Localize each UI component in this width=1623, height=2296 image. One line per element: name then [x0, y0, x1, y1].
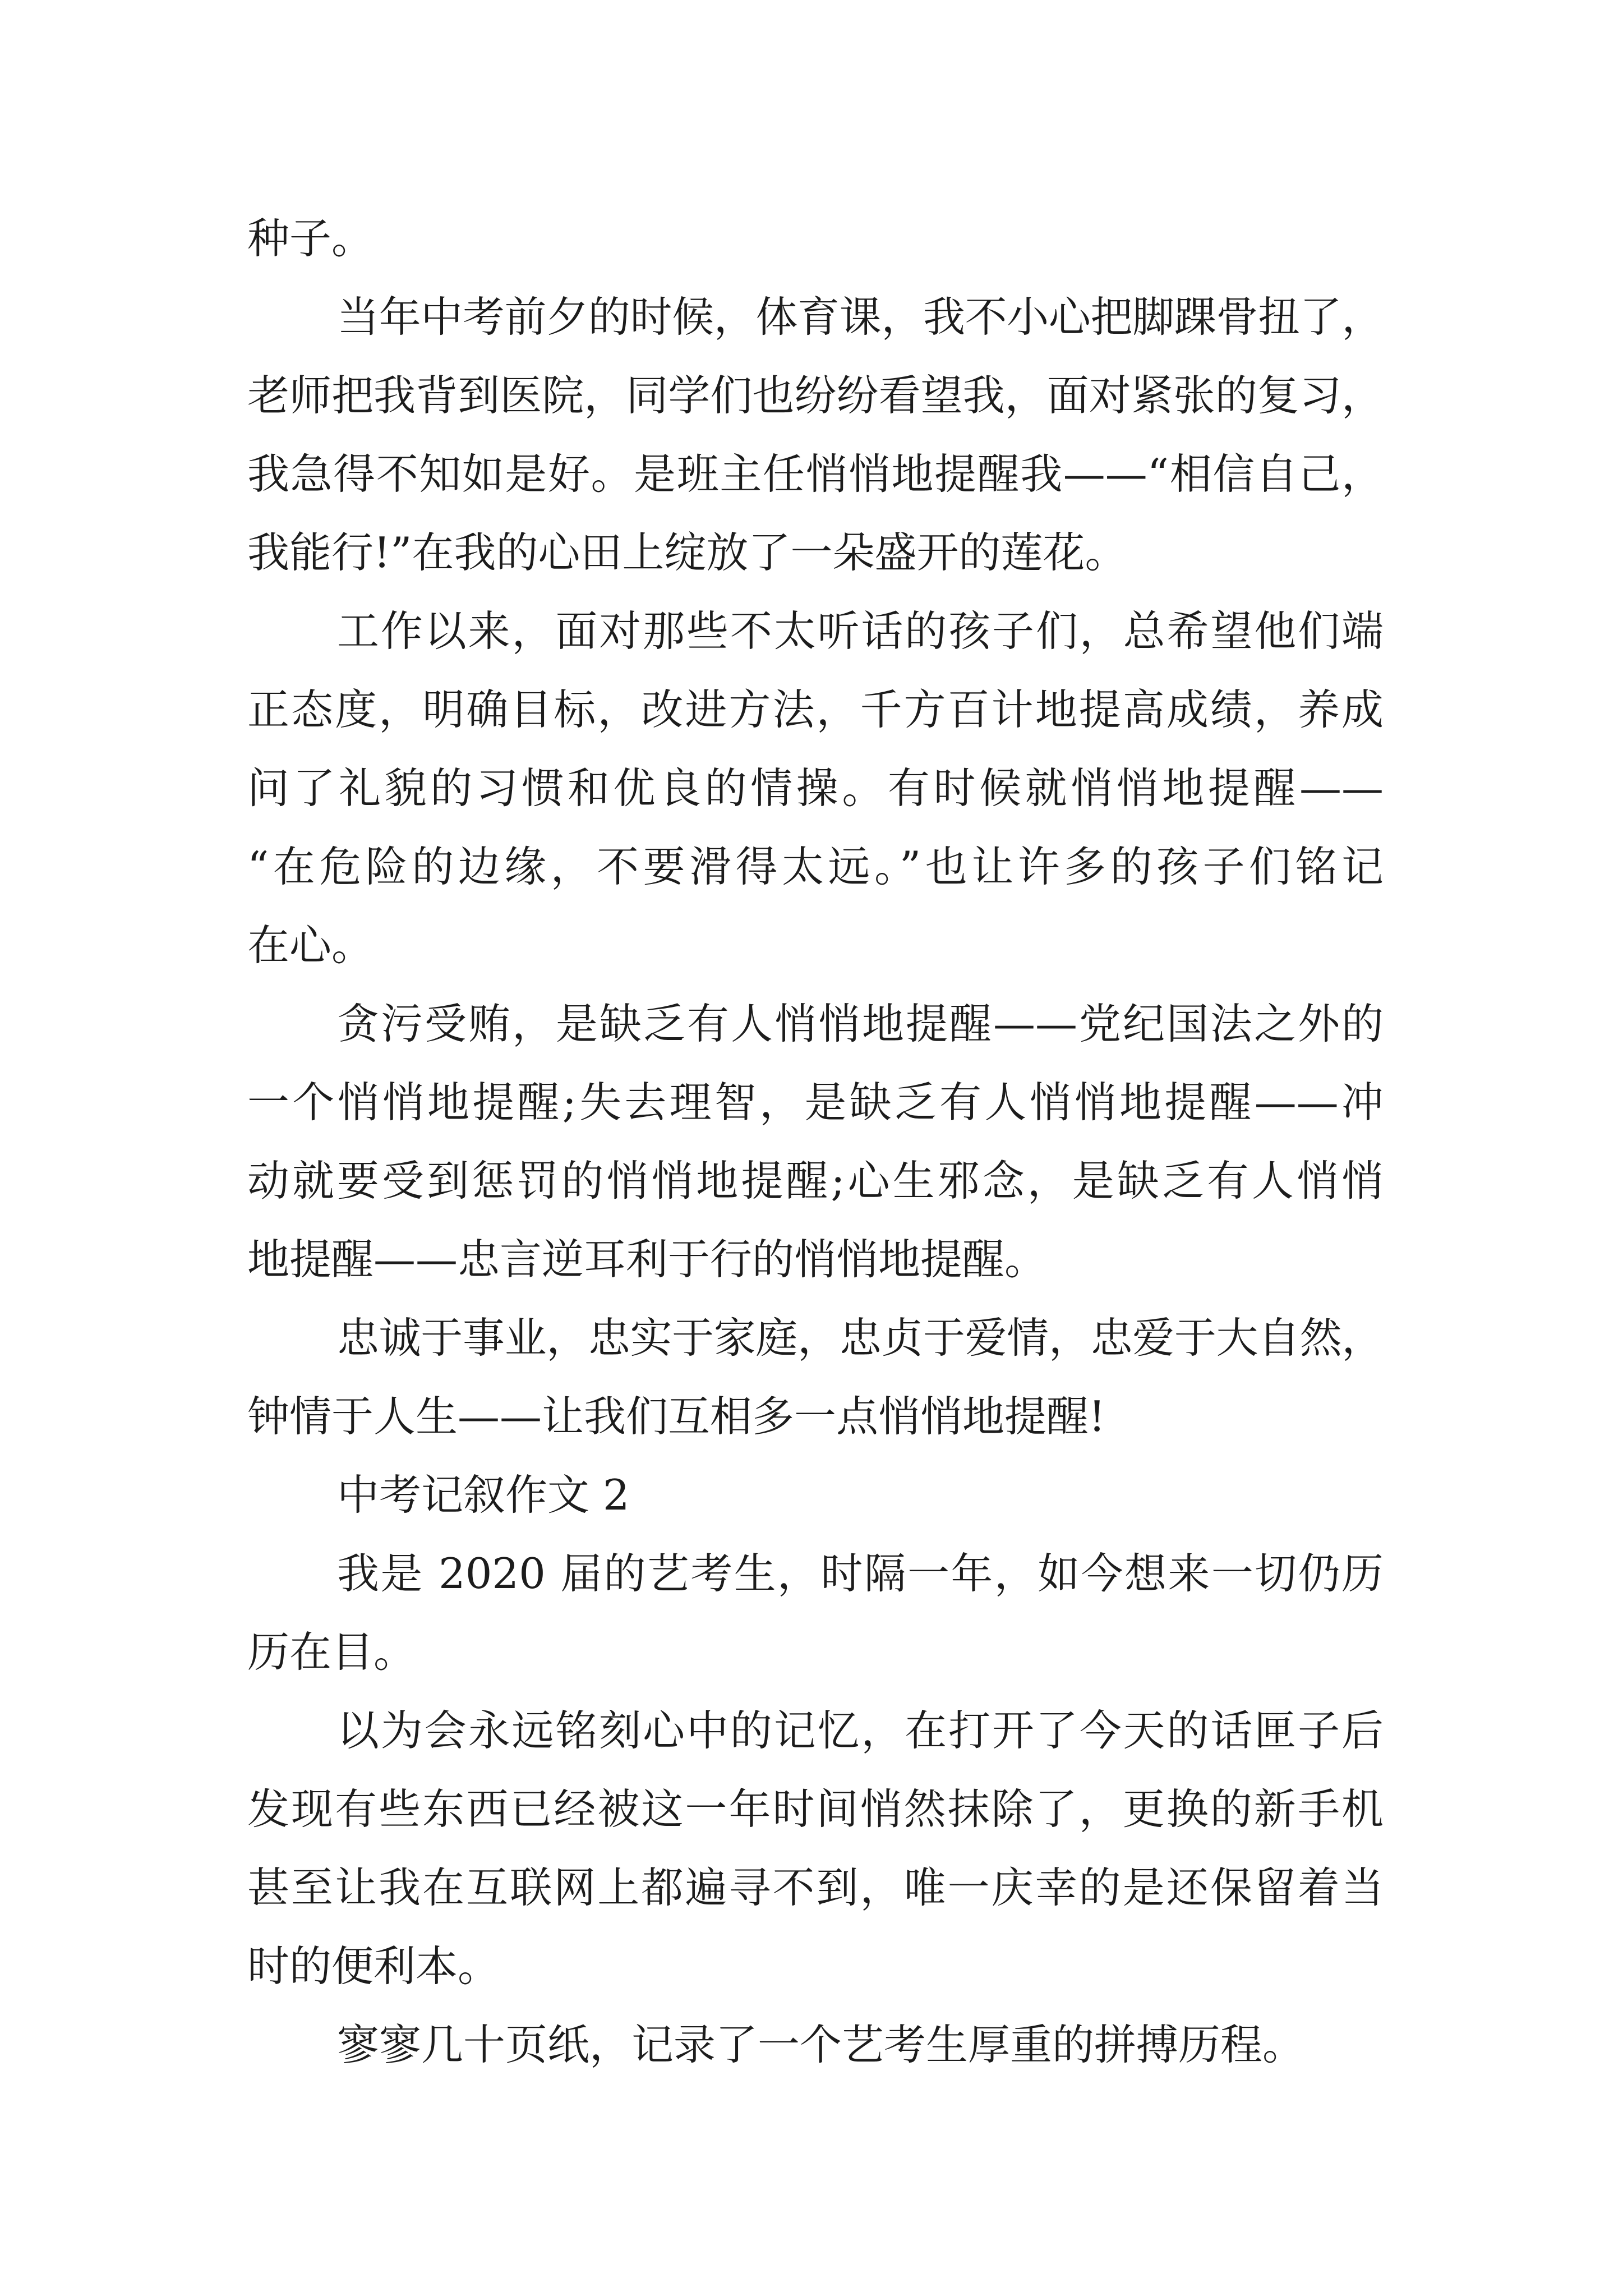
text-line: 我急得不知如是好。是班主任悄悄地提醒我——“相信自己，: [247, 449, 1384, 499]
paragraph: [247, 1299, 1384, 1456]
text-line: 种子。: [247, 214, 374, 263]
text-line: 甚至让我在互联网上都遍寻不到，唯一庆幸的是还保留着当: [247, 1863, 1384, 1912]
paragraph: [247, 1534, 1384, 1691]
text-line: 工作以来，面对那些不太听话的孩子们，总希望他们端: [337, 606, 1384, 656]
text-line: 正态度，明确目标，改进方法，千方百计地提高成绩，养成: [247, 685, 1384, 734]
document-body: [247, 199, 1384, 2084]
text-line: 寥寥几十页纸，记录了一个艺考生厚重的拼搏历程。: [337, 2020, 1305, 2069]
text-line: 钟情于人生——让我们互相多一点悄悄地提醒!: [247, 1392, 1106, 1441]
text-line: 历在目。: [247, 1627, 416, 1677]
paragraph: [247, 1691, 1384, 2005]
section-heading: [247, 1456, 1384, 1534]
paragraph: [247, 984, 1384, 1299]
text-line: 当年中考前夕的时候，体育课，我不小心把脚踝骨扭了，: [337, 292, 1384, 342]
text-line: 以为会永远铭刻心中的记忆，在打开了今天的话匣子后: [337, 1706, 1384, 1755]
text-line: 我是 2020 届的艺考生，时隔一年，如今想来一切仍历: [337, 1549, 1384, 1598]
paragraph: [247, 2005, 1384, 2084]
text-line: 在心。: [247, 921, 374, 970]
text-line: 问了礼貌的习惯和优良的情操。有时候就悄悄地提醒——: [247, 763, 1384, 813]
paragraph: [247, 199, 1384, 278]
text-line: 忠诚于事业，忠实于家庭，忠贞于爱情，忠爱于大自然，: [337, 1313, 1384, 1363]
text-line: 老师把我背到医院，同学们也纷纷看望我，面对紧张的复习，: [247, 371, 1384, 420]
text-line: 我能行!”在我的心田上绽放了一朵盛开的莲花。: [247, 528, 1127, 577]
heading-text: 中考记叙作文 2: [337, 1470, 630, 1520]
text-line: 贪污受贿，是缺乏有人悄悄地提醒——党纪国法之外的: [337, 999, 1384, 1048]
text-line: 发现有些东西已经被这一年时间悄然抹除了，更换的新手机: [247, 1784, 1384, 1834]
text-line: “在危险的边缘，不要滑得太远。”也让许多的孩子们铭记: [247, 842, 1384, 891]
paragraph: [247, 278, 1384, 592]
text-line: 地提醒——忠言逆耳利于行的悄悄地提醒。: [247, 1235, 1047, 1284]
text-line: 动就要受到惩罚的悄悄地提醒;心生邪念，是缺乏有人悄悄: [247, 1156, 1384, 1205]
text-line: 一个悄悄地提醒;失去理智，是缺乏有人悄悄地提醒——冲: [247, 1078, 1384, 1127]
text-line: 时的便利本。: [247, 1941, 500, 1991]
paragraph: [247, 592, 1384, 984]
